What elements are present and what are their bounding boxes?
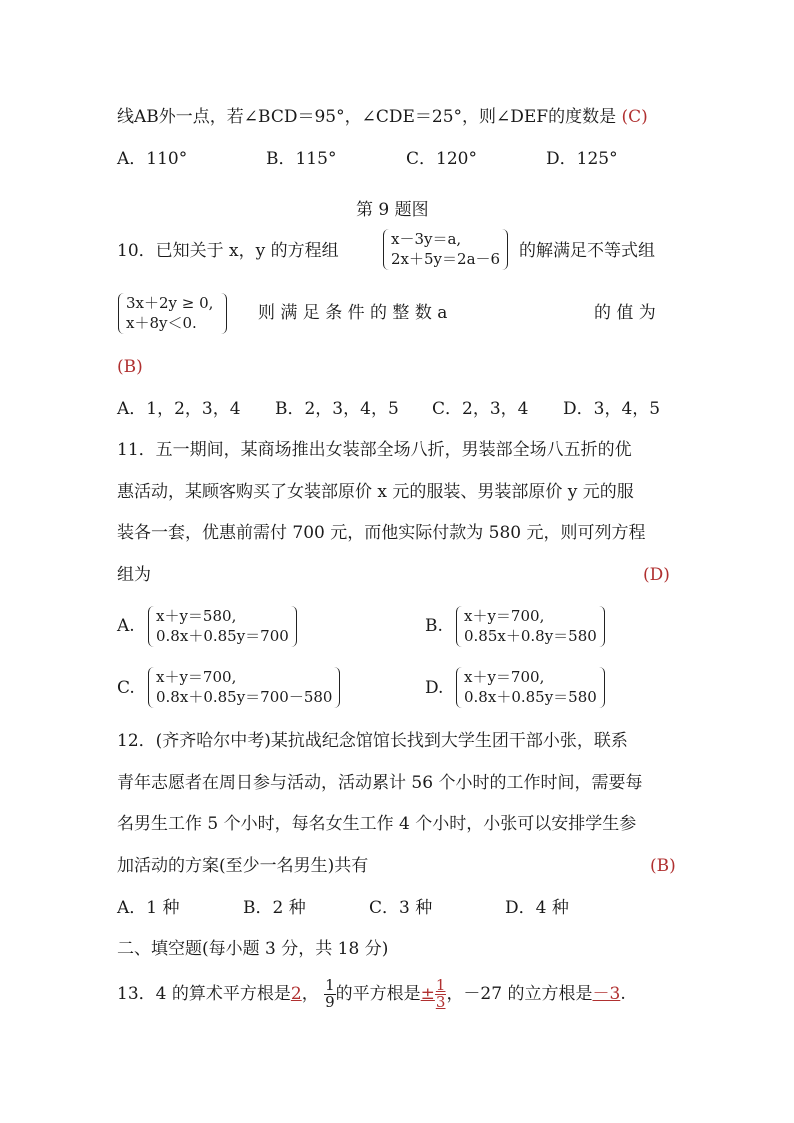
q13-answer-2-fraction bbox=[435, 978, 447, 1011]
q12-line-1: 12．(齐齐哈尔中考)某抗战纪念馆馆长找到大学生团干部小张，联系 bbox=[117, 731, 628, 751]
q10-eq-brace-left bbox=[383, 229, 390, 270]
q9-stem-text: 线AB外一点，若∠BCD＝95°，∠CDE＝25°，则∠DEF的度数是 bbox=[117, 107, 617, 127]
q13-ans2-den: 3 bbox=[435, 992, 446, 1011]
q11-line-3: 装各一套，优惠前需付 700 元，而他实际付款为 580 元，则可列方程 bbox=[117, 523, 646, 543]
q12-option-b: B．2 种 bbox=[243, 898, 306, 918]
q10-stem-end: 的 值 为 bbox=[594, 303, 656, 323]
q12-line-4: 加活动的方案(至少一名男生)共有 bbox=[117, 856, 369, 876]
q13-end: . bbox=[620, 983, 626, 1004]
q13-answer-3: －3 bbox=[592, 983, 621, 1004]
q10-equation-system bbox=[383, 229, 500, 270]
q13-pre: 13．4 的算术平方根是 bbox=[117, 983, 291, 1004]
q13-sep: ， bbox=[301, 983, 319, 1004]
q11-b-row-1: x＋y＝700, bbox=[464, 607, 545, 625]
q10-eq-row-1: x－3y＝a, bbox=[391, 230, 462, 248]
q11-line-1: 11．五一期间，某商场推出女装部全场八折，男装部全场八五折的优 bbox=[117, 440, 632, 460]
q10-stem-post: 的解满足不等式组 bbox=[519, 241, 655, 261]
q13-frac-den: 9 bbox=[325, 992, 335, 1011]
q11-b-brace-right bbox=[598, 606, 605, 647]
q11-a-brace-left bbox=[148, 606, 155, 647]
section-2-heading: 二、填空题(每小题 3 分，共 18 分) bbox=[117, 939, 389, 959]
q11-d-row-2: 0.8x＋0.85y＝580 bbox=[464, 688, 597, 707]
q12-line-2: 青年志愿者在周日参与活动，活动累计 56 个小时的工作时间，需要每 bbox=[117, 773, 643, 793]
q11-option-a-system bbox=[148, 606, 289, 647]
q9-stem-line bbox=[117, 109, 648, 126]
q10-stem-cont: 则 满 足 条 件 的 整 数 a bbox=[258, 303, 448, 323]
q13-frac-num: 1 bbox=[325, 976, 335, 994]
q10-ineq-row-1: 3x＋2y ≥ 0, bbox=[126, 294, 214, 312]
q11-c-brace-right bbox=[333, 667, 340, 708]
q12-line-3: 名男生工作 5 个小时，每名女生工作 4 个小时，小张可以安排学生参 bbox=[117, 814, 637, 834]
q10-option-a: A．1，2，3，4 bbox=[117, 399, 241, 419]
q11-option-c-system bbox=[148, 667, 332, 708]
q12-answer: (B) bbox=[650, 856, 676, 876]
q11-c-row-2: 0.8x＋0.85y＝700－580 bbox=[156, 688, 333, 707]
q10-inequality-system bbox=[118, 293, 213, 334]
q11-d-brace-right bbox=[598, 667, 605, 708]
q10-answer: (B) bbox=[117, 357, 143, 377]
q9-option-d: D．125° bbox=[546, 149, 618, 169]
q11-answer: (D) bbox=[643, 565, 670, 585]
q11-line-2: 惠活动，某顾客购买了女装部原价 x 元的服装、男装部原价 y 元的服 bbox=[117, 482, 634, 502]
q9-option-b: B．115° bbox=[266, 149, 337, 169]
q11-option-b-label: B. bbox=[425, 616, 443, 636]
q11-a-row-2: 0.8x＋0.85y＝700 bbox=[156, 627, 289, 646]
q10-ineq-row-2: x＋8y＜0. bbox=[126, 314, 197, 333]
q13-mid: 的平方根是 bbox=[335, 983, 421, 1004]
q9-answer: (C) bbox=[621, 107, 648, 127]
q11-c-row-1: x＋y＝700, bbox=[156, 668, 237, 686]
q9-figure-caption: 第 9 题图 bbox=[356, 200, 429, 220]
q11-option-d-system bbox=[456, 667, 597, 708]
q11-c-brace-left bbox=[148, 667, 155, 708]
q9-option-c: C．120° bbox=[406, 149, 477, 169]
q10-option-d: D．3，4，5 bbox=[563, 399, 661, 419]
q9-option-a: A．110° bbox=[117, 149, 188, 169]
q13-ans2-num: 1 bbox=[435, 976, 446, 994]
q11-a-row-1: x＋y＝580, bbox=[156, 607, 237, 625]
q10-ineq-brace-right bbox=[220, 293, 227, 334]
q13-mid-2: ，－27 的立方根是 bbox=[446, 983, 593, 1004]
q11-a-brace-right bbox=[290, 606, 297, 647]
q13-answer-1: 2 bbox=[290, 983, 302, 1004]
q13-line bbox=[117, 978, 626, 1011]
q11-d-row-1: x＋y＝700, bbox=[464, 668, 545, 686]
q10-eq-brace-right bbox=[501, 229, 508, 270]
q12-option-c: C．3 种 bbox=[369, 898, 433, 918]
q13-fraction-one-ninth bbox=[324, 978, 336, 1011]
q12-option-a: A．1 种 bbox=[117, 898, 180, 918]
q11-option-b-system bbox=[456, 606, 597, 647]
q12-option-d: D．4 种 bbox=[505, 898, 569, 918]
q11-b-brace-left bbox=[456, 606, 463, 647]
q10-option-c: C．2，3，4 bbox=[432, 399, 529, 419]
q11-option-d-label: D. bbox=[425, 678, 444, 698]
q11-d-brace-left bbox=[456, 667, 463, 708]
q11-option-a-label: A. bbox=[117, 616, 135, 636]
q13-answer-2-sign: ± bbox=[420, 983, 435, 1004]
q10-ineq-brace-left bbox=[118, 293, 125, 334]
q11-option-c-label: C. bbox=[117, 678, 135, 698]
q10-option-b: B．2，3，4，5 bbox=[275, 399, 399, 419]
q11-b-row-2: 0.85x＋0.8y＝580 bbox=[464, 627, 597, 646]
q11-line-4: 组为 bbox=[117, 565, 151, 585]
q10-eq-row-2: 2x＋5y＝2a－6 bbox=[391, 250, 501, 269]
q10-stem-pre: 10．已知关于 x，y 的方程组 bbox=[117, 241, 339, 261]
